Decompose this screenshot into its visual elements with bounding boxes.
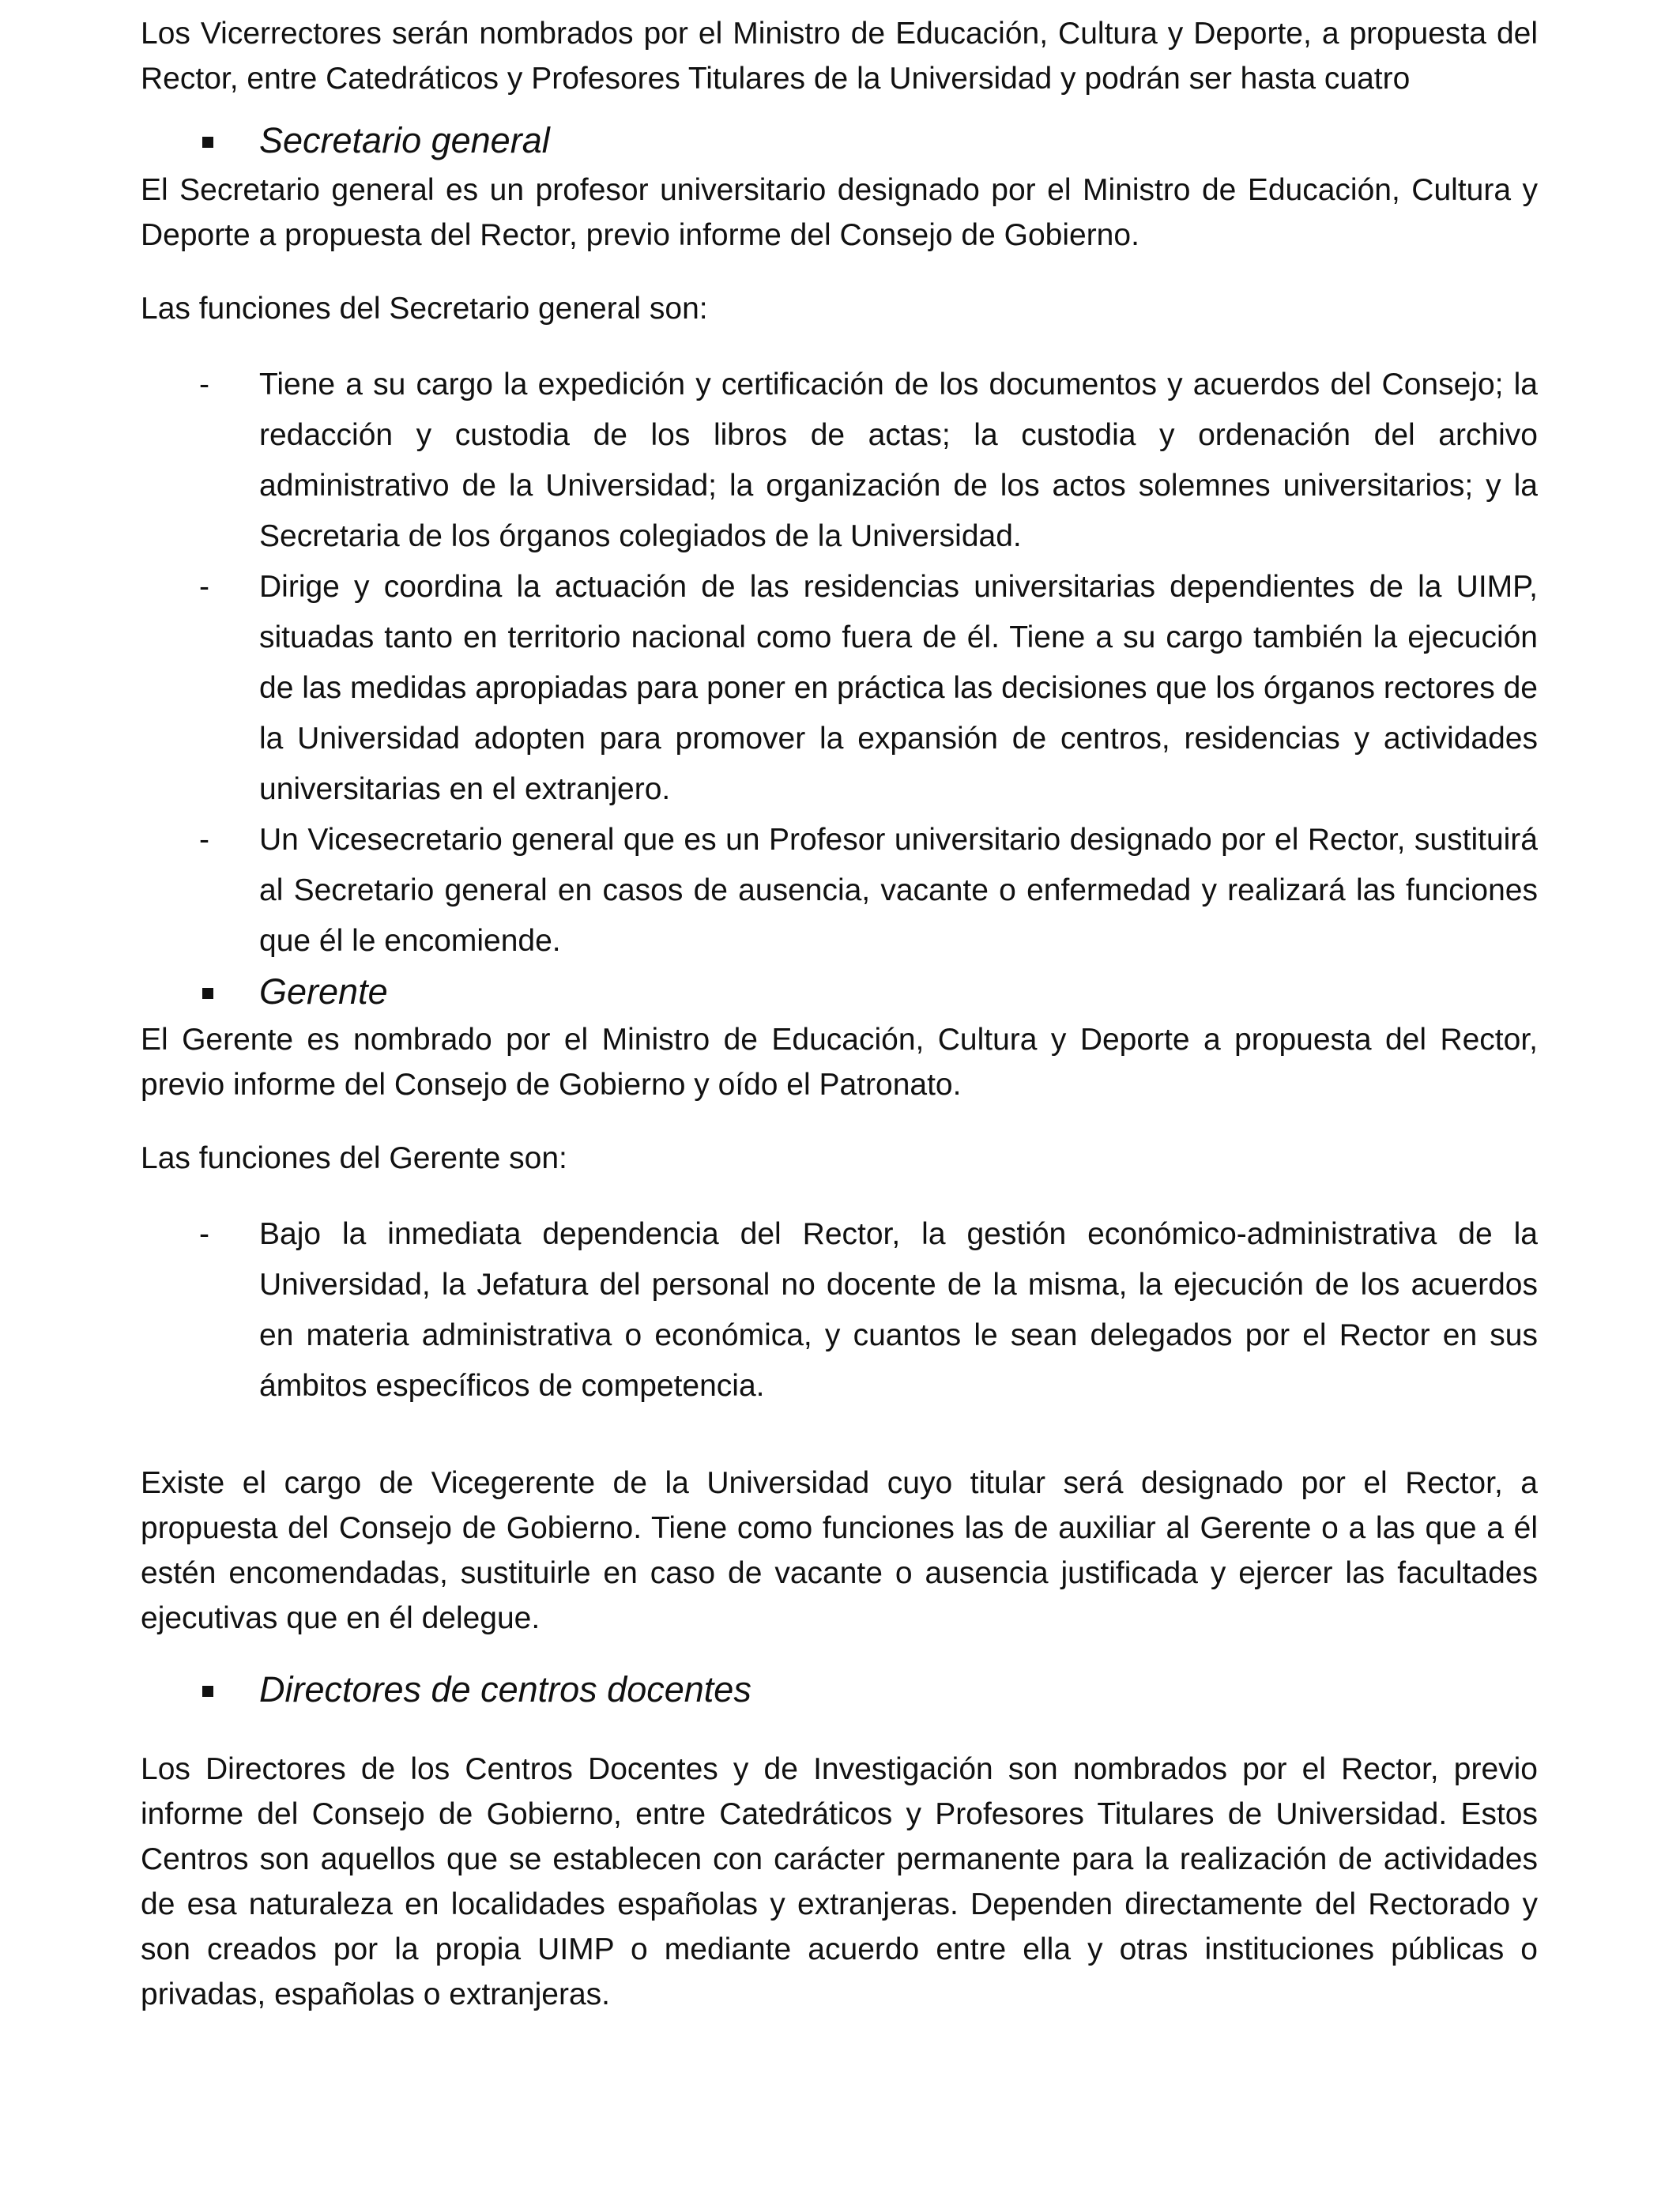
document-page [141, 11, 1538, 2017]
gerente-paragraph-2: Las funciones del Gerente son: [141, 1141, 567, 1175]
secretario-functions-list [141, 360, 1538, 967]
list-item-text: Dirige y coordina la actuación de las residencias universitarias dependientes de la UIMP, situadas tanto en territorio nacional como fuera de él. Tiene a su cargo también la ejecución de las medidas apropiadas para poner en práctica las decisiones que los órganos rectores de la Universidad adopten para promover la expansión de centros, residencias y actividades universitarias en el extranjero. [259, 570, 1538, 806]
heading-text: Gerente [259, 971, 388, 1012]
list-item-text: Bajo la inmediata dependencia del Rector, la gestión económico-administrativa de la Universidad, la Jefatura del personal no docente de la misma, la ejecución de los acuerdos en materia administrativa o económica, y cuantos le sean delegados por el Rector en sus ámbitos específicos de competencia. [259, 1217, 1538, 1403]
dash-marker: - [199, 1217, 209, 1251]
list-item [141, 360, 1538, 562]
heading-text: Directores de centros docentes [259, 1669, 751, 1710]
gerente-functions-list [141, 1209, 1538, 1412]
gerente-paragraph-1: El Gerente es nombrado por el Ministro de Educación, Cultura y Deporte a propuesta del Rector, previo informe del Consejo de Gobierno y oído el Patronato. [141, 1023, 1538, 1102]
list-item [141, 815, 1538, 967]
directores-paragraph: Los Directores de los Centros Docentes y de Investigación son nombrados por el Rector, previo informe del Consejo de Gobierno, entre Catedráticos y Profesores Titulares de Universidad. Estos Centros son aquellos que se establecen con carácter permanente para la realización de actividades de esa naturaleza en localidades españolas y extranjeras. Dependen directamente del Rectorado y son creados por la propia UIMP o mediante acuerdo entre ella y otras instituciones públicas o privadas, españolas o extranjeras. [141, 1752, 1538, 2011]
dash-marker: - [199, 823, 209, 857]
vicegerente-paragraph: Existe el cargo de Vicegerente de la Universidad cuyo titular será designado por el Rector, a propuesta del Consejo de Gobierno. Tiene como funciones las de auxiliar al Gerente o a las que a él estén encomendadas, sustituirle en caso de vacante o ausencia justificada y ejercer las facultades ejecutivas que en él delegue. [141, 1466, 1538, 1635]
heading-text: Secretario general [259, 120, 550, 160]
list-item [141, 562, 1538, 815]
dash-marker: - [199, 368, 209, 401]
square-bullet-icon [202, 137, 213, 148]
list-item-text: Tiene a su cargo la expedición y certificación de los documentos y acuerdos del Consejo; la redacción y custodia de los libros de actas; la custodia y ordenación del archivo administrativo de la Universidad; la organización de los actos solemnes universitarios; y la Secretaria de los órganos colegiados de la Universidad. [259, 368, 1538, 553]
secretario-paragraph-2: Las funciones del Secretario general son: [141, 292, 708, 326]
section-heading-directores [141, 1664, 1538, 1715]
dash-marker: - [199, 570, 209, 604]
section-heading-gerente [141, 967, 1538, 1017]
secretario-paragraph-1: El Secretario general es un profesor universitario designado por el Ministro de Educación, Cultura y Deporte a propuesta del Rector, previo informe del Consejo de Gobierno. [141, 173, 1538, 252]
intro-paragraph: Los Vicerrectores serán nombrados por el Ministro de Educación, Cultura y Deporte, a propuesta del Rector, entre Catedráticos y Profesores Titulares de la Universidad y podrán ser hasta cuatro [141, 17, 1538, 96]
section-heading-secretario-general [141, 115, 1538, 166]
list-item-text: Un Vicesecretario general que es un Profesor universitario designado por el Rector, sustituirá al Secretario general en casos de ausencia, vacante o enfermedad y realizará las funciones que él le encomiende. [259, 823, 1538, 958]
square-bullet-icon [202, 988, 213, 999]
square-bullet-icon [202, 1686, 213, 1697]
list-item [141, 1209, 1538, 1412]
